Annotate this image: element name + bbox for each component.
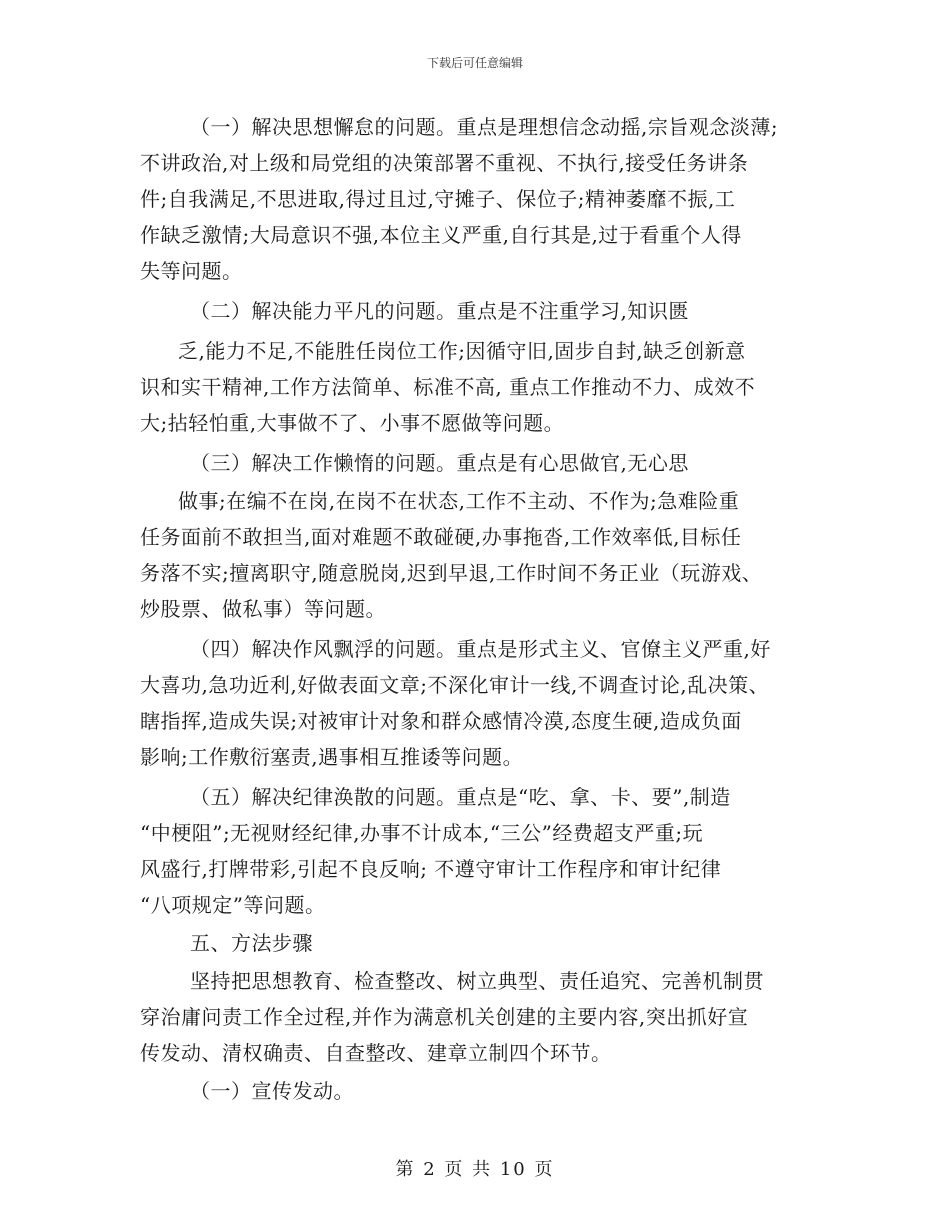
text-line: 穿治庸问责工作全过程,并作为满意机关创建的主要内容,突出抓好宣: [140, 1005, 749, 1029]
page-footer: 第 2 页 共 10 页: [395, 1159, 555, 1180]
text-line: （五）解决纪律涣散的问题。重点是“吃、拿、卡、要”,制造: [190, 785, 731, 809]
text-line: 任务面前不敢担当,面对难题不敢碰硬,办事拖沓,工作效率低,目标任: [140, 525, 742, 549]
text-line: 影响;工作敷衍塞责,遇事相互推诿等问题。: [140, 745, 524, 769]
text-line: 件;自我满足,不思进取,得过且过,守摊子、保位子;精神萎靡不振,工: [140, 187, 736, 211]
text-line: 乏,能力不足,不能胜任岗位工作;因循守旧,固步自封,缺乏创新意: [178, 339, 746, 363]
text-line: 作缺乏激情;大局意识不强,本位主义严重,自行其是,过于看重个人得: [140, 223, 742, 247]
text-line: 炒股票、做私事）等问题。: [140, 597, 386, 621]
text-line: （三）解决工作懒惰的问题。重点是有心思做官,无心思: [190, 451, 689, 475]
text-line: 务落不实;擅离职守,随意脱岗,迟到早退,工作时间不务正业（玩游戏、: [140, 561, 763, 585]
text-line: 大喜功,急功近利,好做表面文章;不深化审计一线,不调查讨论,乱决策、: [140, 673, 770, 697]
text-line: 传发动、清权确责、自查整改、建章立制四个环节。: [140, 1041, 612, 1065]
page-header: 下载后可任意编辑: [426, 56, 523, 70]
text-line: 风盛行,打牌带彩,引起不良反响; 不遵守审计工作程序和审计纪律: [140, 857, 722, 881]
text-line: 识和实干精神,工作方法简单、标准不高, 重点工作推动不力、成效不: [140, 375, 756, 399]
text-line: “中梗阻”;无视财经纪律,办事不计成本,“三公”经费超支严重;玩: [140, 821, 704, 845]
section-heading: 五、方法步骤: [190, 931, 313, 955]
text-line: 坚持把思想教育、检查整改、树立典型、责任追究、完善机制贯: [190, 969, 764, 993]
text-line: “八项规定”等问题。: [140, 893, 326, 917]
text-line: 不讲政治,对上级和局党组的决策部署不重视、不执行,接受任务讲条: [140, 151, 749, 175]
text-line: （一）解决思想懈怠的问题。重点是理想信念动摇,宗旨观念淡薄;: [190, 115, 779, 139]
text-line: 做事;在编不在岗,在岗不在状态,工作不主动、不作为;急难险重: [178, 489, 740, 513]
text-line: 大;拈轻怕重,大事做不了、小事不愿做等问题。: [140, 411, 565, 435]
text-line: （四）解决作风飘浮的问题。重点是形式主义、官僚主义严重,好: [190, 637, 771, 661]
text-line: 瞎指挥,造成失误;对被审计对象和群众感情冷漠,态度生硬,造成负面: [140, 709, 742, 733]
subsection-heading: （一）宣传发动。: [190, 1079, 354, 1103]
text-line: 失等问题。: [140, 259, 243, 283]
text-line: （二）解决能力平凡的问题。重点是不注重学习,知识匮: [190, 299, 689, 323]
